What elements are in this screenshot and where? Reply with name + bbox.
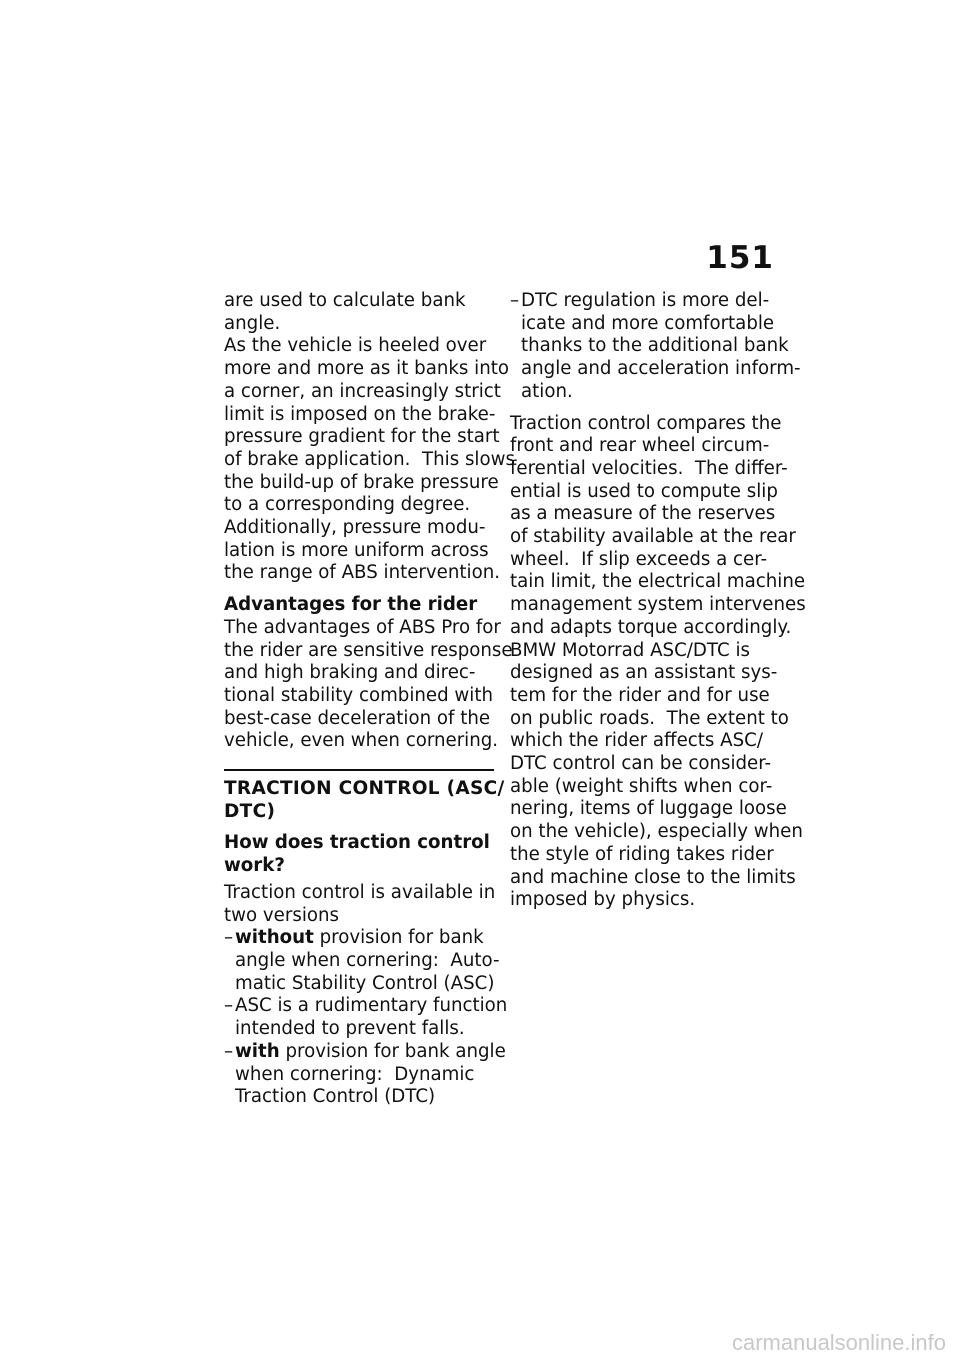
text-line: the style of riding takes rider	[510, 843, 774, 865]
text-line: ation.	[521, 380, 573, 402]
text-line: BMW Motorrad ASC/DTC is	[510, 639, 750, 661]
text-line: management system intervenes	[510, 594, 806, 616]
text-line: on public roads. The extent to	[510, 707, 789, 729]
how-text	[224, 882, 494, 927]
text-line: on the vehicle), especially when	[510, 821, 803, 843]
text-line: when cornering: Dynamic	[235, 1063, 475, 1085]
text-line: ential is used to compute slip	[510, 480, 778, 502]
section-title-line: TRACTION CONTROL (ASC/	[224, 778, 505, 800]
emphasis: with	[235, 1040, 280, 1062]
text-line: imposed by physics.	[510, 889, 696, 911]
text-line: more and more as it banks into	[224, 358, 509, 380]
list-item	[510, 290, 801, 404]
text-line: best-case deceleration of the	[224, 707, 491, 729]
text-line: angle and acceleration inform-	[521, 358, 801, 380]
page-number: 151	[706, 240, 774, 276]
text-line: as a measure of the reserves	[510, 503, 776, 525]
text-line: wheel. If slip exceeds a cer-	[510, 548, 768, 570]
emphasis: without	[235, 927, 314, 949]
watermark: carmanualsonline.info	[731, 1330, 946, 1355]
text-line: two versions	[224, 904, 340, 926]
text-line: thanks to the additional bank	[521, 335, 789, 357]
text-line: As the vehicle is heeled over	[224, 335, 487, 357]
text-line: to a corresponding degree.	[224, 494, 471, 516]
text-line: limit is imposed on the brake-	[224, 403, 496, 425]
dash-bullet: –	[510, 290, 520, 311]
text-line: pressure gradient for the start	[224, 426, 500, 448]
text-line: tem for the rider and for use	[510, 684, 770, 706]
paragraph-bank-angle	[224, 290, 494, 335]
text-line: Traction Control (DTC)	[235, 1086, 436, 1108]
text-line: and machine close to the limits	[510, 866, 796, 888]
dash-bullet: –	[224, 995, 234, 1017]
text-line: provision for bank	[313, 927, 484, 949]
text-line: and high braking and direc-	[224, 662, 476, 684]
text-line: intended to prevent falls.	[235, 1018, 465, 1040]
section-title-line: DTC)	[224, 800, 276, 822]
text-line: tional stability combined with	[224, 684, 494, 706]
text-line: angle when cornering: Auto-	[235, 949, 500, 971]
text-line: of brake application. This slows	[224, 448, 515, 470]
paragraph-assistant-system	[510, 639, 803, 912]
text-line: ASC is a rudimentary function	[235, 995, 508, 1017]
text-line: ferential velocities. The differ-	[510, 457, 788, 479]
list-item	[224, 995, 508, 1040]
advantages-block	[224, 594, 513, 753]
list-item	[224, 927, 500, 995]
text-line: which the rider affects ASC/	[510, 730, 763, 752]
subheading-line: How does traction control	[224, 832, 490, 854]
text-line: a corner, an increasingly strict	[224, 380, 501, 402]
text-line: provision for bank angle	[279, 1040, 506, 1062]
text-line: icate and more comfortable	[521, 312, 775, 334]
text-line: the range of ABS intervention.	[224, 562, 501, 584]
text-line: matic Stability Control (ASC)	[235, 972, 495, 994]
section-title-traction-control	[224, 769, 505, 823]
paragraph-slip	[510, 412, 806, 640]
dash-bullet: –	[224, 927, 234, 949]
text-line: the rider are sensitive response	[224, 639, 513, 661]
text-line: able (weight shifts when cor-	[510, 775, 773, 797]
text-line: of stability available at the rear	[510, 526, 796, 548]
text-line: lation is more uniform across	[224, 539, 489, 561]
text-line: Traction control is available in	[224, 881, 496, 903]
advantages-heading: Advantages for the rider	[224, 594, 478, 616]
text-line: front and rear wheel circum-	[510, 435, 770, 457]
list-item	[224, 1040, 506, 1109]
text-line: DTC regulation is more del-	[521, 290, 770, 311]
left-column	[224, 290, 515, 1109]
paragraph-brake-pressure	[224, 335, 515, 517]
subheading-line: work?	[224, 855, 285, 877]
text-line: and adapts torque accordingly.	[510, 616, 792, 638]
text-line: Traction control compares the	[510, 412, 782, 434]
how-heading	[224, 832, 494, 877]
text-line: designed as an assistant sys-	[510, 662, 778, 684]
right-column	[510, 290, 806, 912]
text-line: the build-up of brake pressure	[224, 471, 499, 493]
text-line: vehicle, even when cornering.	[224, 730, 499, 752]
text-line: tain limit, the electrical machine	[510, 571, 806, 593]
text-line: are used to calculate bank	[224, 290, 466, 311]
text-line: Additionally, pressure modu-	[224, 517, 486, 539]
text-line: angle.	[224, 312, 281, 334]
text-line: DTC control can be consider-	[510, 753, 772, 775]
text-line: The advantages of ABS Pro for	[224, 616, 501, 638]
paragraph-modulation	[224, 517, 501, 585]
text-line: nering, items of luggage loose	[510, 798, 787, 820]
dash-bullet: –	[224, 1040, 234, 1062]
